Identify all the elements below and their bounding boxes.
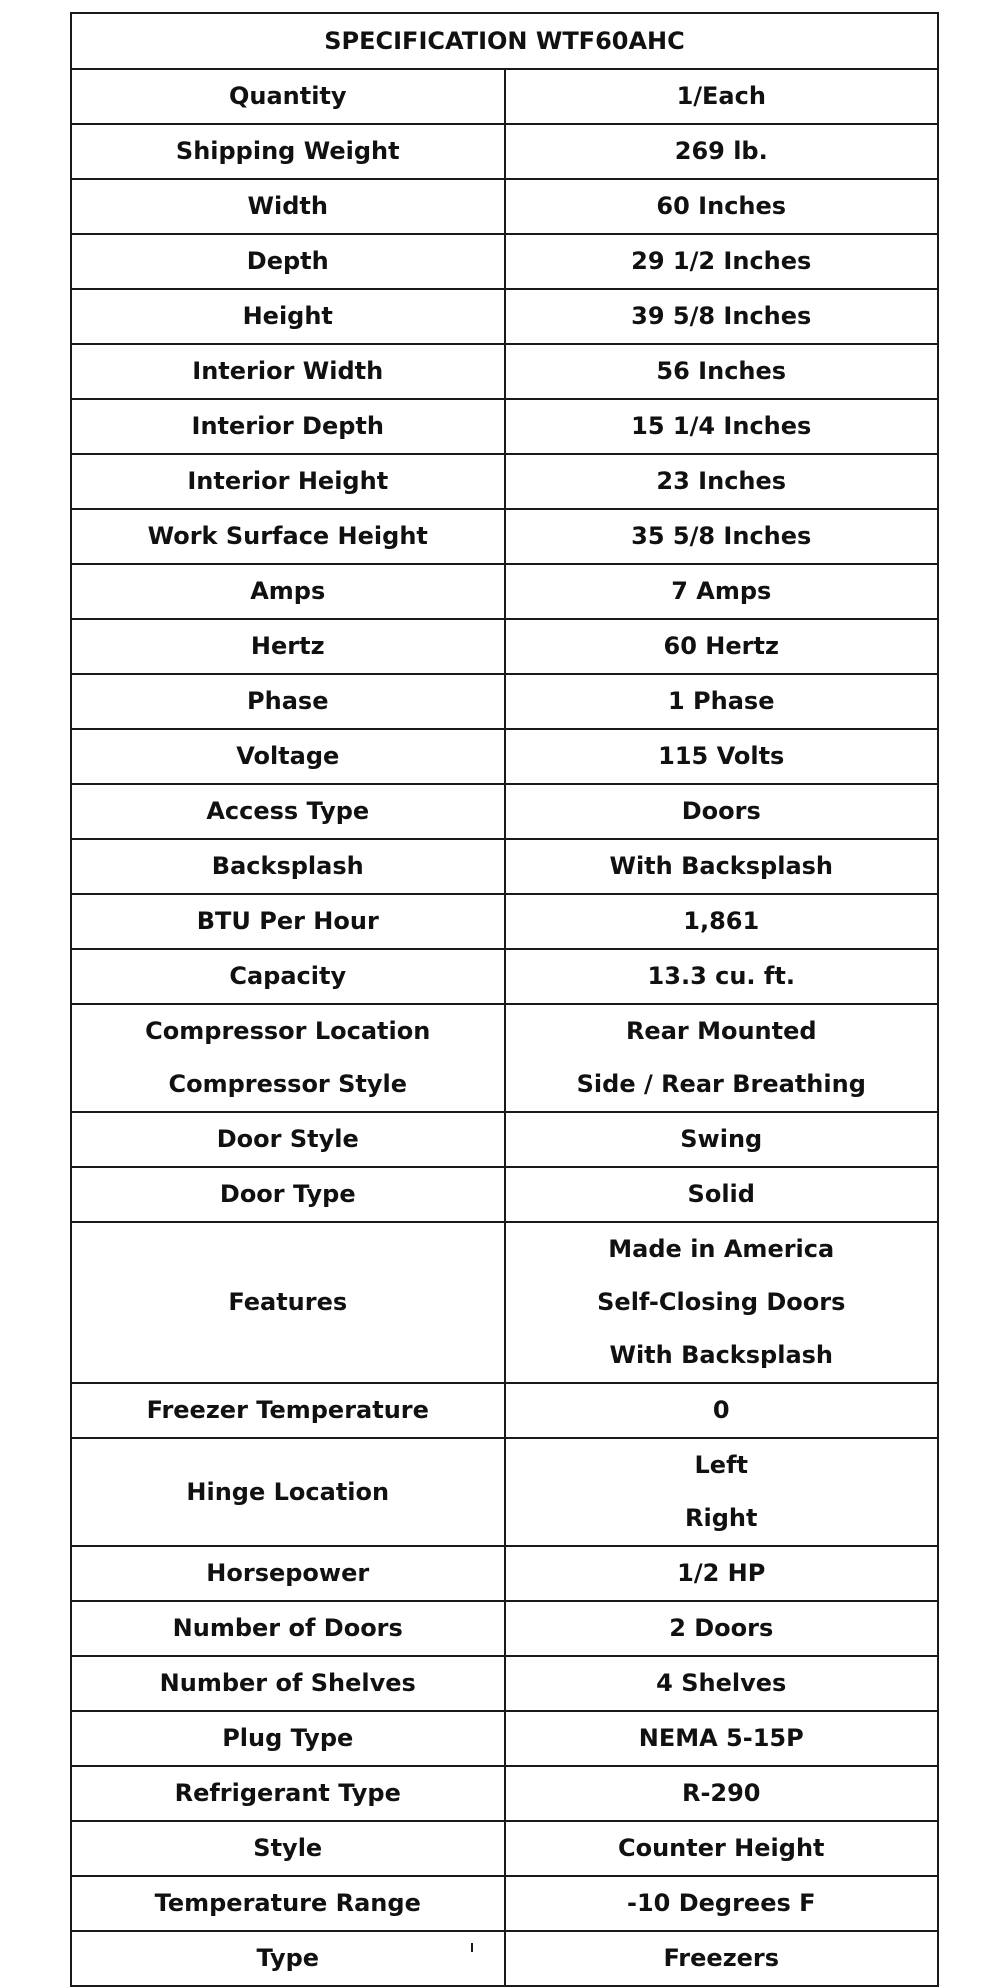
spec-value: Swing <box>680 1125 763 1153</box>
spec-value: Side / Rear Breathing <box>576 1070 866 1098</box>
table-row <box>71 509 938 564</box>
table-bottom-edge <box>70 1943 939 1952</box>
spec-label: Width <box>247 192 328 220</box>
spec-label-cell <box>71 729 505 784</box>
spec-label-cell <box>71 399 505 454</box>
spec-label-cell <box>71 1383 505 1438</box>
spec-value-cell <box>505 949 939 1004</box>
spec-label: Number of Shelves <box>159 1669 416 1697</box>
spec-label-cell <box>71 1821 505 1876</box>
spec-label: Depth <box>246 247 329 275</box>
spec-label-cell <box>71 1112 505 1167</box>
table-row <box>71 234 938 289</box>
spec-value: NEMA 5-15P <box>638 1724 804 1752</box>
spec-value-cell <box>505 729 939 784</box>
spec-value: 60 Hertz <box>663 632 779 660</box>
table-row <box>71 1876 938 1931</box>
spec-label-cell <box>71 619 505 674</box>
spec-value: 2 Doors <box>669 1614 774 1642</box>
table-row <box>71 1656 938 1711</box>
table-row <box>71 179 938 234</box>
spec-value-cell <box>505 234 939 289</box>
spec-value: Freezers <box>663 1944 780 1972</box>
spec-value: Made in America <box>608 1235 835 1263</box>
spec-value-cell <box>505 1821 939 1876</box>
spec-value: 56 Inches <box>656 357 787 385</box>
spec-value: Solid <box>687 1180 755 1208</box>
spec-value: Rear Mounted <box>625 1017 817 1045</box>
spec-label: Work Surface Height <box>147 522 428 550</box>
spec-value: 35 5/8 Inches <box>631 522 812 550</box>
spec-value-cell <box>505 509 939 564</box>
spec-label: Plug Type <box>222 1724 354 1752</box>
table-row <box>71 784 938 839</box>
spec-value-cell <box>505 344 939 399</box>
spec-value: With Backsplash <box>609 1341 834 1369</box>
spec-value-cell <box>505 1601 939 1656</box>
spec-label: Backsplash <box>211 852 364 880</box>
spec-label-cell <box>71 674 505 729</box>
spec-label: Door Style <box>216 1125 359 1153</box>
table-title: SPECIFICATION WTF60AHC <box>71 13 938 69</box>
spec-label-cell <box>71 69 505 124</box>
spec-value-cell <box>505 1931 939 1986</box>
spec-value: 1/2 HP <box>677 1559 766 1587</box>
table-row <box>71 674 938 729</box>
spec-label: Shipping Weight <box>175 137 400 165</box>
spec-value-cell <box>505 124 939 179</box>
table-row <box>71 69 938 124</box>
table-row <box>71 949 938 1004</box>
spec-label-cell <box>71 179 505 234</box>
spec-label: Capacity <box>229 962 347 990</box>
spec-label: Hertz <box>250 632 325 660</box>
table-row <box>71 564 938 619</box>
table-row <box>71 1821 938 1876</box>
spec-label: Style <box>253 1834 323 1862</box>
spec-value-cell <box>505 674 939 729</box>
spec-value: 269 lb. <box>674 137 768 165</box>
spec-label: Compressor Location <box>145 1017 431 1045</box>
spec-value-cell <box>505 619 939 674</box>
spec-label: Type <box>256 1944 320 1972</box>
spec-value: 39 5/8 Inches <box>631 302 812 330</box>
specification-table-body <box>71 13 938 1986</box>
table-row <box>71 289 938 344</box>
spec-label-cell <box>71 1711 505 1766</box>
spec-label-cell <box>71 509 505 564</box>
spec-label: Freezer Temperature <box>146 1396 429 1424</box>
spec-label-cell <box>71 1931 505 1986</box>
table-row <box>71 1546 938 1601</box>
spec-value: With Backsplash <box>609 852 834 880</box>
spec-label-cell <box>71 839 505 894</box>
spec-value: 13.3 cu. ft. <box>647 962 795 990</box>
spec-label-cell <box>71 1438 505 1546</box>
spec-value: 60 Inches <box>656 192 787 220</box>
spec-label-cell <box>71 344 505 399</box>
spec-value-cell <box>505 1004 939 1112</box>
table-row <box>71 1766 938 1821</box>
spec-label-cell <box>71 894 505 949</box>
spec-label: Refrigerant Type <box>174 1779 401 1807</box>
spec-label-cell <box>71 1004 505 1112</box>
spec-value-cell <box>505 1766 939 1821</box>
spec-label-cell <box>71 454 505 509</box>
spec-label: Interior Width <box>192 357 384 385</box>
spec-label: Phase <box>247 687 329 715</box>
spec-label: Interior Depth <box>191 412 384 440</box>
table-row <box>71 1167 938 1222</box>
spec-label-cell <box>71 1766 505 1821</box>
spec-label: Quantity <box>228 82 347 110</box>
spec-label-cell <box>71 1167 505 1222</box>
spec-label-cell <box>71 1222 505 1383</box>
table-row <box>71 1601 938 1656</box>
spec-label: Interior Height <box>187 467 389 495</box>
spec-value-cell <box>505 564 939 619</box>
spec-label: Compressor Style <box>168 1070 408 1098</box>
spec-value-cell <box>505 1546 939 1601</box>
spec-value-cell <box>505 179 939 234</box>
spec-label-cell <box>71 949 505 1004</box>
spec-value: Self-Closing Doors <box>597 1288 846 1316</box>
spec-value-cell <box>505 839 939 894</box>
spec-value-cell <box>505 1656 939 1711</box>
spec-value: 1/Each <box>676 82 766 110</box>
spec-label: BTU Per Hour <box>196 907 379 935</box>
spec-label: Amps <box>250 577 326 605</box>
table-row <box>71 1931 938 1986</box>
spec-value-cell <box>505 69 939 124</box>
spec-value: Right <box>685 1504 758 1532</box>
spec-label: Horsepower <box>206 1559 370 1587</box>
spec-label: Access Type <box>206 797 370 825</box>
spec-value: 7 Amps <box>671 577 772 605</box>
spec-label: Number of Doors <box>172 1614 403 1642</box>
spec-label-cell <box>71 564 505 619</box>
spec-value: Left <box>694 1451 748 1479</box>
spec-label-cell <box>71 1876 505 1931</box>
spec-value: 115 Volts <box>658 742 785 770</box>
spec-value: 23 Inches <box>656 467 787 495</box>
table-row <box>71 454 938 509</box>
table-row <box>71 399 938 454</box>
spec-value: R-290 <box>681 1779 761 1807</box>
spec-label-cell <box>71 1601 505 1656</box>
spec-value-cell <box>505 399 939 454</box>
table-row <box>71 1438 938 1546</box>
title-row <box>71 13 938 69</box>
table-row <box>71 894 938 949</box>
spec-value-cell <box>505 784 939 839</box>
table-row <box>71 1004 938 1112</box>
spec-value: -10 Degrees F <box>626 1889 816 1917</box>
spec-value-cell <box>505 894 939 949</box>
spec-value-cell <box>505 1222 939 1383</box>
spec-value: 29 1/2 Inches <box>631 247 812 275</box>
spec-label-cell <box>71 784 505 839</box>
spec-value-cell <box>505 1711 939 1766</box>
spec-value: 1 Phase <box>668 687 775 715</box>
spec-label-cell <box>71 124 505 179</box>
table-row <box>71 839 938 894</box>
table-row <box>71 1711 938 1766</box>
spec-label: Hinge Location <box>186 1477 390 1506</box>
spec-value: Counter Height <box>617 1834 825 1862</box>
spec-value-cell <box>505 289 939 344</box>
spec-value-cell <box>505 454 939 509</box>
spec-value-cell <box>505 1876 939 1931</box>
table-row <box>71 344 938 399</box>
table-row <box>71 729 938 784</box>
table-row <box>71 1383 938 1438</box>
spec-value: 15 1/4 Inches <box>631 412 812 440</box>
spec-value-cell <box>505 1112 939 1167</box>
spec-label: Temperature Range <box>154 1889 421 1917</box>
spec-value-cell <box>505 1383 939 1438</box>
table-row <box>71 1112 938 1167</box>
table-row <box>71 619 938 674</box>
spec-value-cell <box>505 1167 939 1222</box>
table-row <box>71 124 938 179</box>
spec-label: Features <box>228 1288 348 1316</box>
spec-label-cell <box>71 289 505 344</box>
spec-value: 0 <box>712 1396 730 1424</box>
table-row <box>71 1222 938 1383</box>
spec-label-cell <box>71 1656 505 1711</box>
spec-label: Voltage <box>236 742 340 770</box>
specification-table <box>70 12 939 1987</box>
spec-value-cell <box>505 1438 939 1546</box>
spec-label: Door Type <box>219 1180 356 1208</box>
spec-value: 1,861 <box>683 907 760 935</box>
spec-value: 4 Shelves <box>656 1669 787 1697</box>
spec-value: Doors <box>681 797 761 825</box>
spec-label-cell <box>71 234 505 289</box>
spec-label-cell <box>71 1546 505 1601</box>
spec-label: Height <box>242 302 333 330</box>
